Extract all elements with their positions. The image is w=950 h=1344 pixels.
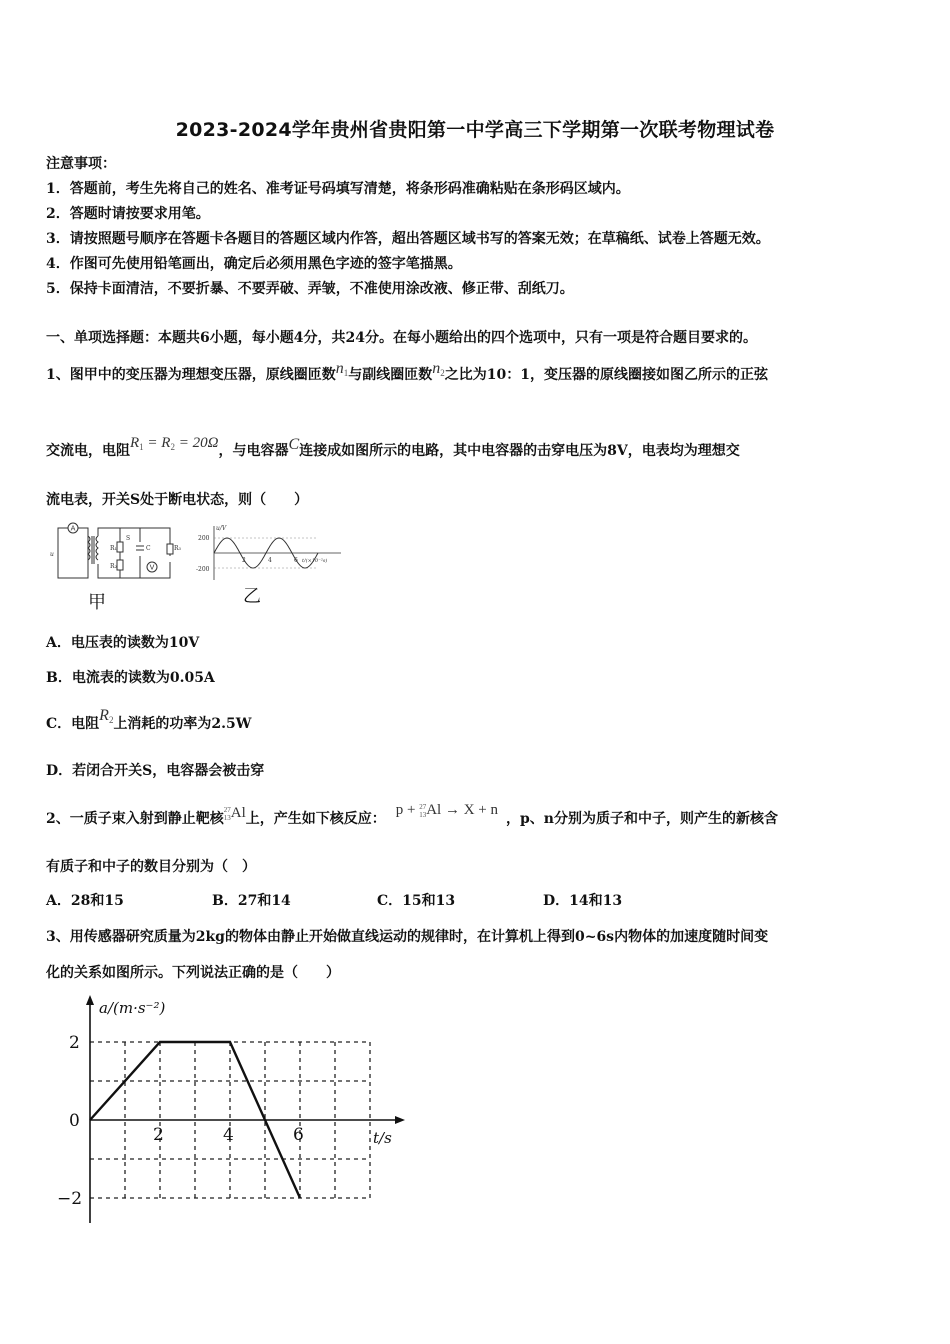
- q2-line1: 2、一质子束入射到静止靶核 27 13 Al上，产生如下核反应：p + 27 13 Al → X + n，p、n分别为质子和中子，则产生的新核含: [46, 802, 778, 827]
- notice-item: 4．作图可先使用铅笔画出，确定后必须用黑色字迹的签字笔描黑。: [46, 256, 462, 272]
- x-axis-label: t/s: [373, 1129, 392, 1147]
- svg-text:-200: -200: [196, 566, 210, 573]
- q1-option-c: C．电阻$R_2$上消耗的功率为2.5W: [46, 707, 252, 732]
- q2-option-a: A．28和15: [46, 893, 124, 909]
- q1-option-a: A．电压表的读数为10V: [46, 635, 200, 651]
- notice-item: 5．保持卡面清洁，不要折暴、不要弄破、弄皱，不准使用涂改液、修正带、刮纸刀。: [46, 281, 574, 297]
- q1-line2: 交流电，电阻$R_1 = R_2 = 20\Omega$，与电容器C连接成如图所示的电路，其中电容器的击穿电压为8V，电表均为理想交: [46, 435, 740, 459]
- q3-line1: 3、用传感器研究质量为2kg的物体由静止开始做直线运动的规律时，在计算机上得到0~6s内物体的加速度随时间变: [46, 929, 769, 945]
- q2-option-d: D．14和13: [543, 893, 623, 909]
- q2-option-c: C．15和13: [377, 893, 456, 909]
- svg-text:R₃: R₃: [174, 545, 181, 552]
- circuit-diagram: [50, 522, 185, 584]
- svg-text:S: S: [126, 535, 131, 542]
- svg-text:2: 2: [242, 557, 246, 564]
- notice-item: 1．答题前，考生先将自己的姓名、准考证号码填写清楚，将条形码准确粘贴在条形码区域内。: [46, 181, 630, 197]
- q1-option-d: D．若闭合开关S，电容器会被击穿: [46, 763, 265, 779]
- figure-a-label: 甲: [88, 592, 106, 613]
- x-tick-label: 6: [293, 1125, 304, 1145]
- y-tick-label: 2: [69, 1033, 80, 1053]
- notice-item: 2．答题时请按要求用笔。: [46, 206, 210, 222]
- y-axis-label: a/(m·s⁻²): [99, 999, 166, 1017]
- y-axis-arrow: [86, 995, 94, 1005]
- x-axis-arrow: [395, 1116, 405, 1124]
- q2-option-b: B．27和14: [212, 893, 291, 909]
- svg-text:R₁: R₁: [110, 545, 117, 552]
- notice-item: 3．请按照题号顺序在答题卡各题目的答题区域内作答，超出答题区域书写的答案无效；在草稿纸、试卷上答题无效。: [46, 231, 770, 247]
- sine-wave-diagram: [196, 522, 346, 584]
- svg-text:t/(×10⁻²s): t/(×10⁻²s): [302, 558, 328, 564]
- notice-heading: 注意事项：: [46, 156, 116, 172]
- acceleration-time-chart: [55, 995, 415, 1225]
- figure-b-label: 乙: [243, 586, 261, 607]
- y-tick-label: 0: [69, 1111, 80, 1131]
- q2-line2: 有质子和中子的数目分别为（ ）: [46, 859, 256, 875]
- svg-text:6: 6: [294, 557, 298, 564]
- svg-text:C: C: [146, 545, 151, 552]
- section-heading: 一、单项选择题：本题共6小题，每小题4分，共24分。在每小题给出的四个选项中，只有一项是符合题目要求的。: [46, 330, 757, 346]
- q1-line3: 流电表，开关S处于断电状态，则（ ）: [46, 492, 309, 508]
- y-tick-label: −2: [57, 1189, 83, 1209]
- q1-option-b: B．电流表的读数为0.05A: [46, 670, 215, 686]
- page-title: 2023-2024学年贵州省贵阳第一中学高三下学期第一次联考物理试卷: [175, 119, 775, 141]
- svg-text:R₂: R₂: [110, 563, 117, 570]
- x-tick-label: 4: [223, 1125, 234, 1145]
- svg-text:4: 4: [268, 557, 272, 564]
- svg-text:200: 200: [198, 535, 210, 542]
- svg-text:A: A: [70, 524, 76, 533]
- q3-line2: 化的关系如图所示。下列说法正确的是（ ）: [46, 965, 340, 981]
- svg-text:u: u: [50, 551, 54, 558]
- q1-line1: 1、图甲中的变压器为理想变压器，原线圈匝数$n_1$与副线圈匝数$n_2$之比为10：1，变压器的原线圈接如图乙所示的正弦: [46, 360, 768, 383]
- svg-text:u/V: u/V: [216, 525, 227, 532]
- svg-text:V: V: [149, 563, 155, 572]
- x-tick-label: 2: [153, 1125, 164, 1145]
